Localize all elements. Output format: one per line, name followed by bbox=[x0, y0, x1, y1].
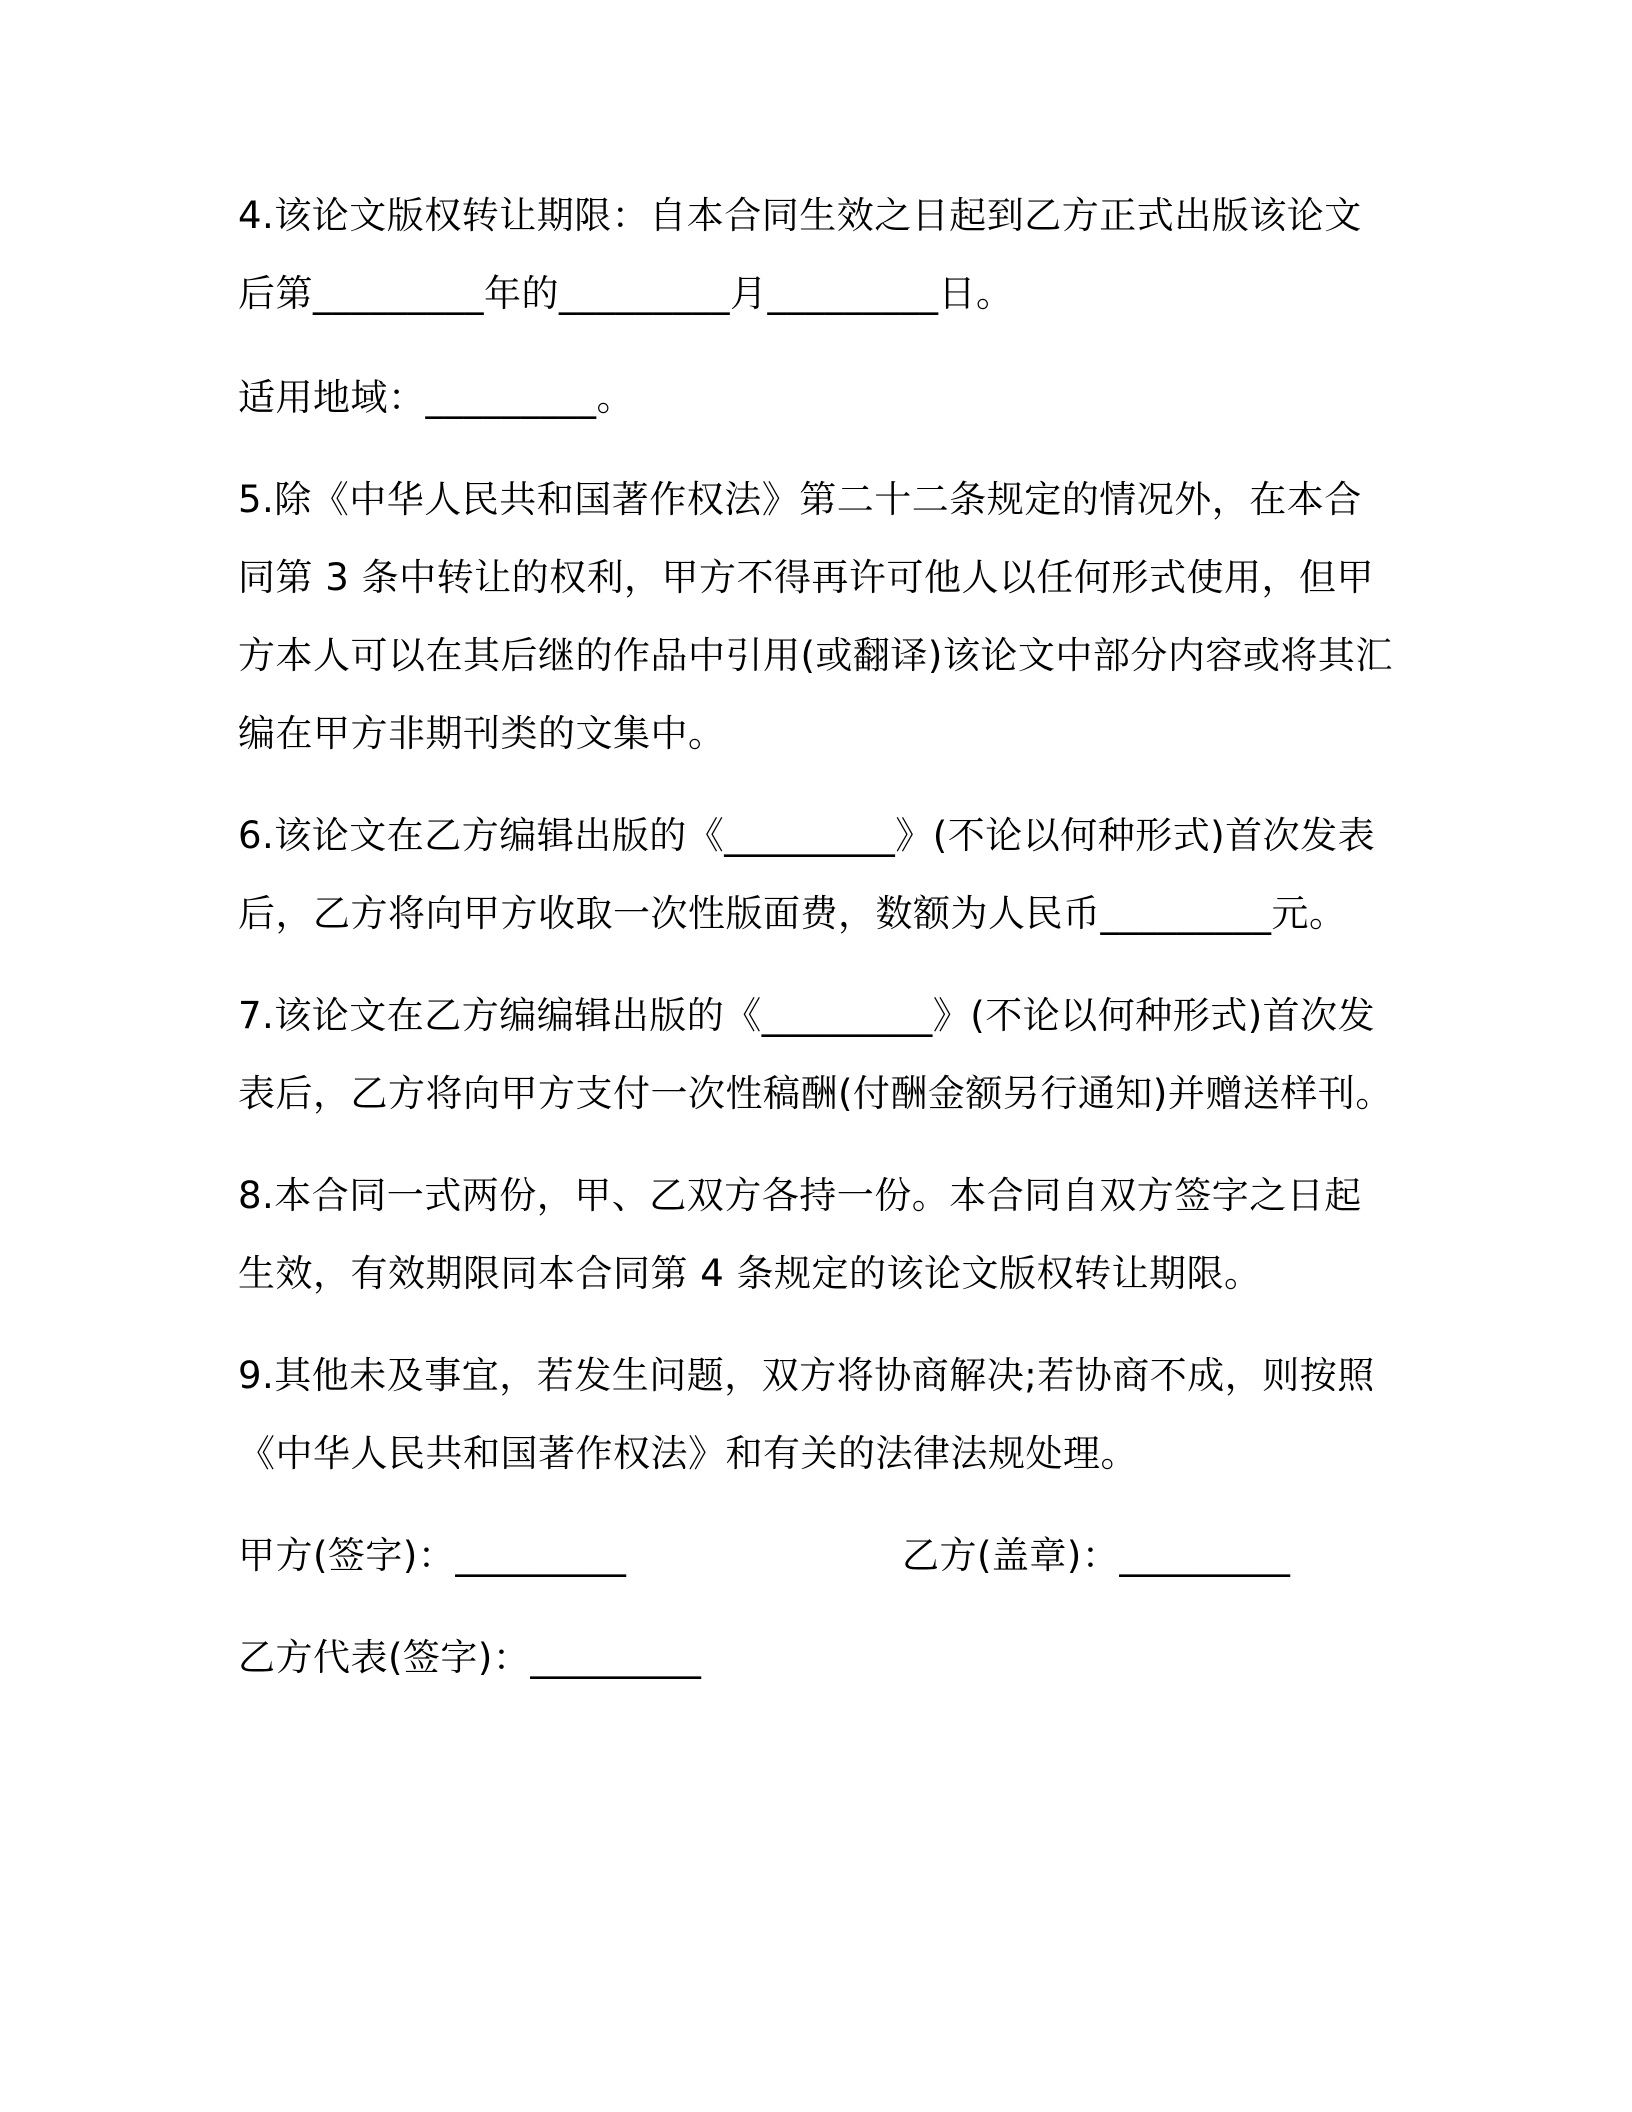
party-b-representative-signature: 乙方代表(签字)：_________ bbox=[238, 1636, 702, 1679]
party-b-seal: 乙方(盖章)：_________ bbox=[902, 1534, 1291, 1577]
clause-4-line-2: 后第_________年的_________月_________日。 bbox=[238, 272, 1014, 315]
clause-9-line-2: 《中华人民共和国著作权法》和有关的法律法规处理。 bbox=[238, 1432, 1138, 1475]
clause-7-line-2: 表后，乙方将向甲方支付一次性稿酬(付酬金额另行通知)并赠送样刊。 bbox=[238, 1072, 1393, 1115]
clause-6-line-2: 后，乙方将向甲方收取一次性版面费，数额为人民币_________元。 bbox=[238, 892, 1347, 935]
clause-5-line-3: 方本人可以在其后继的作品中引用(或翻译)该论文中部分内容或将其汇 bbox=[238, 634, 1393, 677]
clause-4-line-1: 4.该论文版权转让期限：自本合同生效之日起到乙方正式出版该论文 bbox=[238, 194, 1362, 237]
clause-9-line-1: 9.其他未及事宜，若发生问题，双方将协商解决;若协商不成，则按照 bbox=[238, 1354, 1375, 1397]
clause-5-line-4: 编在甲方非期刊类的文集中。 bbox=[238, 712, 726, 755]
party-a-signature: 甲方(签字)：_________ bbox=[238, 1534, 627, 1577]
clause-8-line-1: 8.本合同一式两份，甲、乙双方各持一份。本合同自双方签字之日起 bbox=[238, 1174, 1362, 1217]
clause-6-line-1: 6.该论文在乙方编辑出版的《_________》(不论以何种形式)首次发表 bbox=[238, 814, 1376, 857]
clause-5-line-2: 同第 3 条中转让的权利，甲方不得再许可他人以任何形式使用，但甲 bbox=[238, 556, 1375, 599]
clause-5-line-1: 5.除《中华人民共和国著作权法》第二十二条规定的情况外，在本合 bbox=[238, 478, 1362, 521]
clause-7-line-1: 7.该论文在乙方编编辑出版的《_________》(不论以何种形式)首次发 bbox=[238, 994, 1376, 1037]
applicable-region: 适用地域：_________。 bbox=[238, 376, 634, 419]
clause-8-line-2: 生效，有效期限同本合同第 4 条规定的该论文版权转让期限。 bbox=[238, 1252, 1262, 1295]
